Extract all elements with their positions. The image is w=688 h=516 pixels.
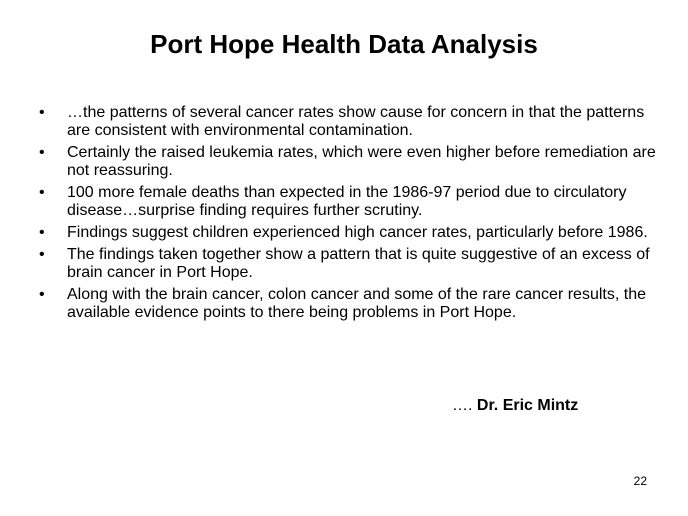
bullet-icon: • <box>39 104 45 121</box>
slide-title: Port Hope Health Data Analysis <box>150 29 538 59</box>
bullet-icon: • <box>39 224 45 241</box>
bullet-icon: • <box>39 184 45 201</box>
bullet-icon: • <box>39 286 45 303</box>
bullet-list <box>39 104 659 326</box>
bullet-text: 100 more female deaths than expected in the 1986-97 period due to circulatory disease…surprise finding requires further scrutiny. <box>67 184 627 219</box>
attribution <box>452 396 578 416</box>
bullet-item <box>39 104 659 140</box>
page-number: 22 <box>633 474 647 488</box>
attribution-name: Dr. Eric Mintz <box>476 397 579 414</box>
bullet-item <box>39 246 659 282</box>
bullet-item <box>39 184 659 220</box>
bullet-text: Certainly the raised leukemia rates, which were even higher before remediation are not reassuring. <box>67 144 656 179</box>
bullet-text: …the patterns of several cancer rates show cause for concern in that the patterns are consistent with environmental contamination. <box>67 104 645 139</box>
bullet-text: Along with the brain cancer, colon cancer and some of the rare cancer results, the available evidence points to there being problems in Port Hope. <box>67 286 646 321</box>
bullet-text: Findings suggest children experienced high cancer rates, particularly before 1986. <box>67 224 648 241</box>
bullet-text: The findings taken together show a pattern that is quite suggestive of an excess of brain cancer in Port Hope. <box>67 246 650 281</box>
bullet-icon: • <box>39 144 45 161</box>
bullet-item <box>39 224 659 242</box>
bullet-item <box>39 144 659 180</box>
bullet-item <box>39 286 659 322</box>
bullet-icon: • <box>39 246 45 263</box>
attribution-prefix: …. <box>452 397 473 414</box>
